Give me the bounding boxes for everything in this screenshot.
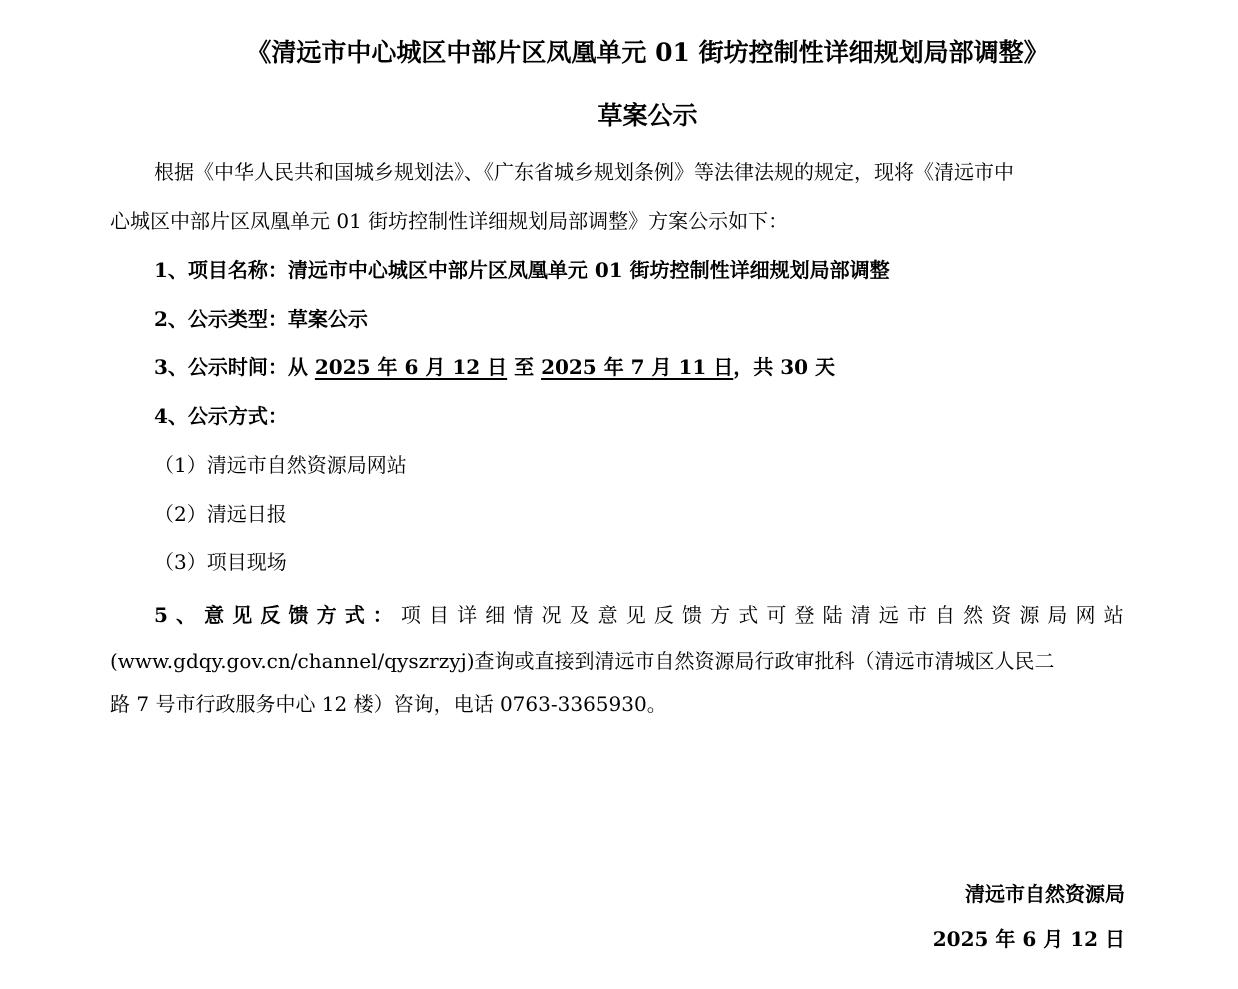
signature-organization: 清远市自然资源局 xyxy=(965,882,1125,906)
item-label: 2、公示类型： xyxy=(154,307,288,331)
item-notice-type xyxy=(154,305,368,333)
feedback-text-char: 自 xyxy=(934,603,955,627)
feedback-text-char: 式 xyxy=(738,603,759,627)
item-value: 清远市中心城区中部片区凤凰单元 01 街坊控制性详细规划局部调整 xyxy=(287,258,890,282)
feedback-label-char: 式 xyxy=(344,603,365,627)
method-item-website: （1）清远市自然资源局网站 xyxy=(154,453,407,477)
feedback-text-char: 项 xyxy=(400,603,421,627)
feedback-text-char: 情 xyxy=(513,603,534,627)
feedback-text-char: 登 xyxy=(794,603,815,627)
feedback-text-char: 见 xyxy=(625,603,646,627)
feedback-text-char: 局 xyxy=(1047,603,1068,627)
feedback-text-char: 细 xyxy=(485,603,506,627)
feedback-text-char: 详 xyxy=(457,603,478,627)
method-item-site: （3）项目现场 xyxy=(154,550,287,574)
feedback-text-char: 然 xyxy=(963,603,984,627)
feedback-label-char: ： xyxy=(372,603,393,627)
feedback-text-char: 目 xyxy=(429,603,450,627)
feedback-text-char: 可 xyxy=(766,603,787,627)
feedback-label-char: 方 xyxy=(316,603,337,627)
feedback-line-2: (www.gdqy.gov.cn/channel/qyszrzyj)查询或直接到清远市自然资源局行政审批科（清远市清城区人民二 xyxy=(110,649,1055,673)
feedback-text-char: 清 xyxy=(850,603,871,627)
feedback-text-char: 陆 xyxy=(822,603,843,627)
item-notice-method xyxy=(154,402,288,430)
item-label: 3、公示时间： xyxy=(154,355,288,379)
start-date: 2025 年 6 月 12 日 xyxy=(314,355,508,379)
feedback-text-char: 方 xyxy=(710,603,731,627)
item-label: 1、项目名称： xyxy=(154,258,288,282)
period-middle: 至 xyxy=(507,355,542,379)
feedback-label-char: 馈 xyxy=(288,603,309,627)
feedback-label-char: 5 xyxy=(154,603,168,627)
item-notice-period xyxy=(154,353,835,381)
period-suffix: ，共 30 天 xyxy=(733,355,836,379)
feedback-text-char: 远 xyxy=(878,603,899,627)
feedback-text-char: 馈 xyxy=(682,603,702,627)
document-subtitle: 草案公示 xyxy=(597,101,698,130)
feedback-label-char: 、 xyxy=(176,603,197,627)
feedback-text-char: 资 xyxy=(991,603,1012,627)
intro-paragraph-line-2: 心城区中部片区凤凰单元 01 街坊控制性详细规划局部调整》方案公示如下： xyxy=(110,209,789,233)
end-date: 2025 年 7 月 11 日 xyxy=(541,355,734,379)
item-value: 草案公示 xyxy=(287,307,368,331)
item-label: 4、公示方式： xyxy=(154,404,288,428)
feedback-text-char: 网 xyxy=(1075,603,1096,627)
feedback-text-char: 况 xyxy=(541,603,562,627)
feedback-text-char: 站 xyxy=(1103,603,1124,627)
feedback-line-1 xyxy=(154,601,1124,629)
intro-paragraph-line-1: 根据《中华人民共和国城乡规划法》、《广东省城乡规划条例》等法律法规的规定，现将《清远市中 xyxy=(154,160,1014,184)
feedback-label-char: 意 xyxy=(204,603,225,627)
feedback-text-char: 源 xyxy=(1019,603,1040,627)
feedback-text-char: 反 xyxy=(653,603,674,627)
document-title: 《清远市中心城区中部片区凤凰单元 01 街坊控制性详细规划局部调整》 xyxy=(246,38,1049,67)
feedback-text-char: 意 xyxy=(597,603,618,627)
feedback-label-char: 见 xyxy=(232,603,253,627)
signature-date: 2025 年 6 月 12 日 xyxy=(932,927,1125,951)
item-project-name xyxy=(154,256,890,284)
feedback-line-3: 路 7 号市行政服务中心 12 楼）咨询，电话 0763-3365930。 xyxy=(110,692,667,716)
period-prefix: 从 xyxy=(287,355,315,379)
feedback-label-char: 反 xyxy=(260,603,281,627)
feedback-text-char: 及 xyxy=(569,603,590,627)
method-item-newspaper: （2）清远日报 xyxy=(154,502,287,526)
feedback-text-char: 市 xyxy=(906,603,927,627)
